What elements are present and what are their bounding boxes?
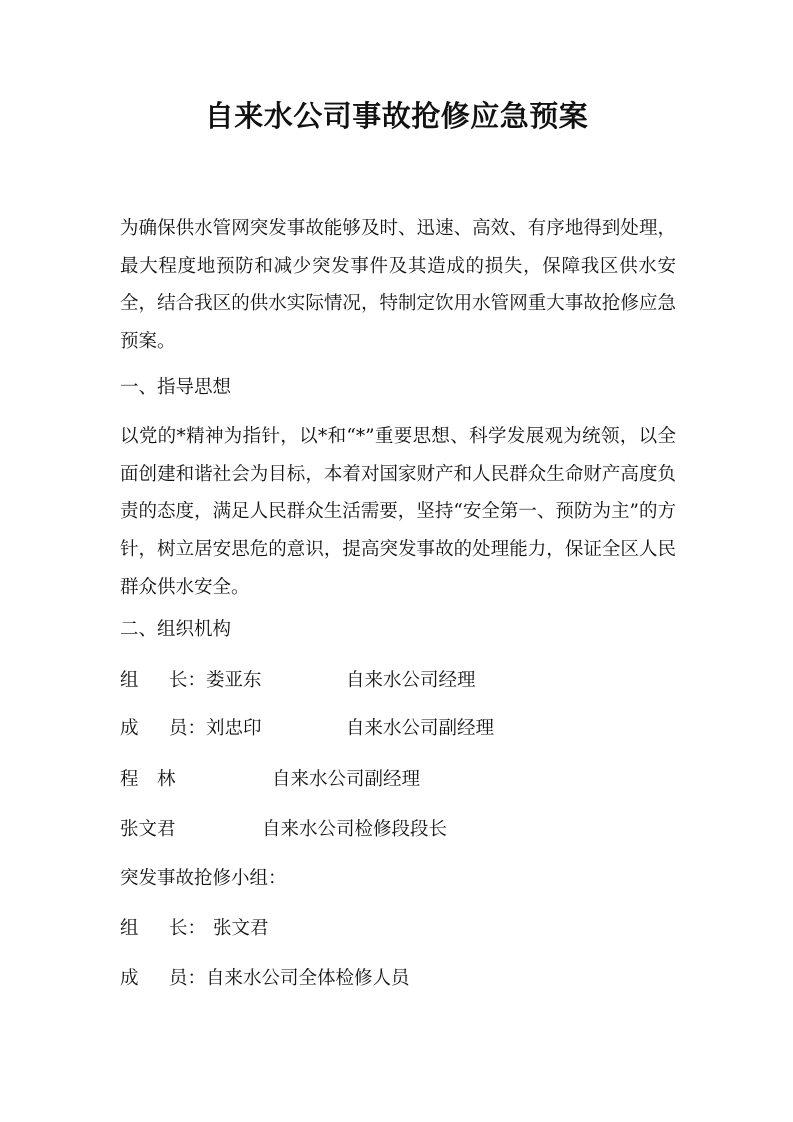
member-position: 自来水公司副经理 [346, 718, 495, 739]
section1-heading-text: 一、指导思想 [120, 377, 232, 398]
intro-paragraph: 为确保供水管网突发事故能够及时、迅速、高效、有序地得到处理，最大程度地预防和减少突发事件及其造成的损失，保障我区供水安全，结合我区的供水实际情况，特制定饮用水管网重大事故抢修应急预案。 [120, 218, 676, 353]
member-role-name: 长：娄亚东 [169, 670, 262, 691]
member-role-name: 员：刘忠印 [169, 718, 262, 739]
team-role-label: 长： [169, 918, 207, 939]
section2-heading-text: 二、组织机构 [120, 619, 232, 640]
team-role-char1: 组 [120, 918, 139, 939]
member-role-char1: 成 [120, 718, 139, 739]
member-position: 自来水公司检修段段长 [262, 819, 448, 840]
team-members: 员：自来水公司全体检修人员 [169, 968, 410, 989]
team-leader-name: 张文君 [213, 918, 269, 939]
team-heading-text: 突发事故抢修小组： [120, 868, 287, 889]
team-role-char1: 成 [120, 968, 139, 989]
member-name-char1: 程 [120, 769, 139, 790]
member-name: 张文君 [120, 819, 176, 840]
member-name-char2: 林 [157, 769, 176, 790]
document-title: 自来水公司事故抢修应急预案 [204, 99, 589, 133]
member-role-char1: 组 [120, 670, 139, 691]
section1-body: 以党的*精神为指针，以*和“*”重要思想、科学发展观为统领，以全面创建和谐社会为目标，本着对国家财产和人民群众生命财产高度负责的态度，满足人民群众生活需要，坚持“安全第一、预防为主”的方针，树立居安思危的意识，提高突发事故的处理能力，保证全区人民群众供水安全。 [120, 426, 676, 598]
member-position: 自来水公司副经理 [272, 769, 421, 790]
member-position: 自来水公司经理 [346, 670, 476, 691]
